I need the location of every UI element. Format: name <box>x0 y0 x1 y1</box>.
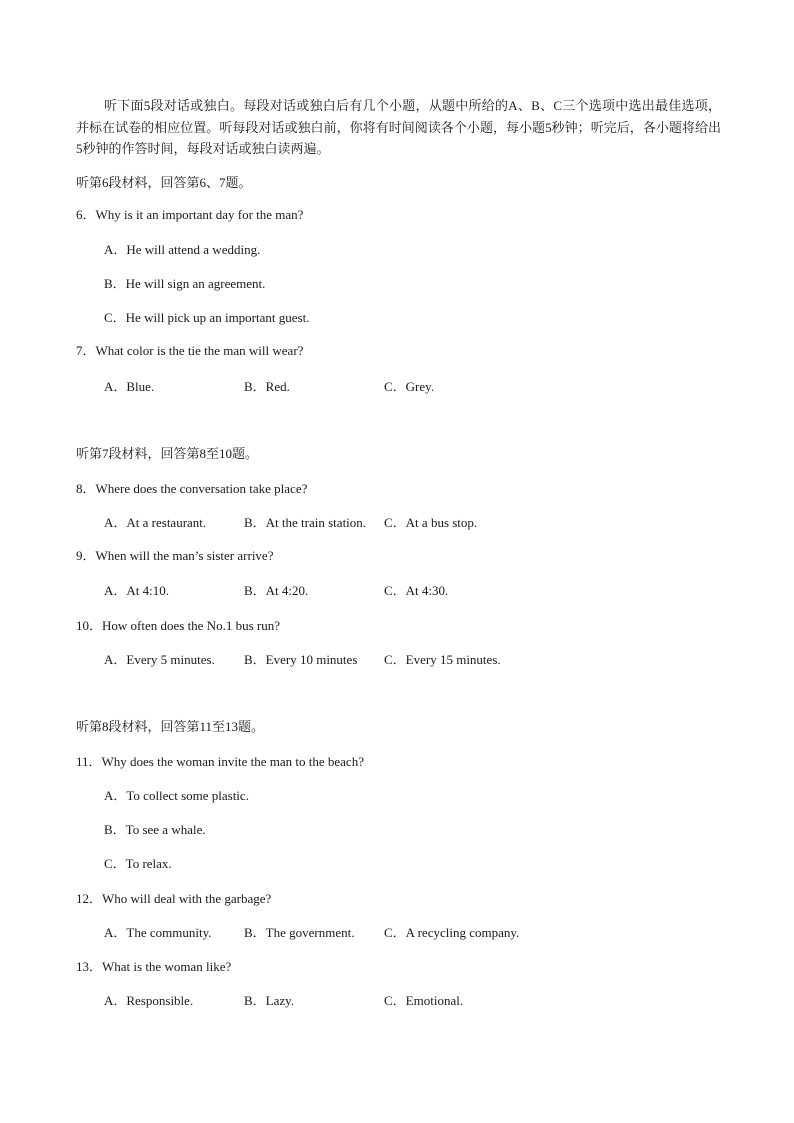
question-8-option-c: C．At a bus stop. <box>384 515 478 530</box>
question-10-option-b: B．Every 10 minutes <box>244 652 358 667</box>
question-7-stem: 7．What color is the tie the man will wear? <box>76 343 304 358</box>
question-8-option-b: B．At the train station. <box>244 515 367 530</box>
question-13-stem: 13．What is the woman like? <box>76 959 232 974</box>
question-7-option-c: C．Grey. <box>384 379 435 394</box>
question-6-option-b: B．He will sign an agreement. <box>104 276 266 291</box>
question-7-option-b: B．Red. <box>244 379 290 394</box>
question-8-option-a: A．At a restaurant. <box>104 515 207 530</box>
question-12-option-b: B．The government. <box>244 925 355 940</box>
question-12-option-c: C．A recycling company. <box>384 925 520 940</box>
question-9-option-b: B．At 4:20. <box>244 583 309 598</box>
question-6-stem: 6．Why is it an important day for the man? <box>76 207 304 222</box>
listening-instructions: 听下面5段对话或独白。每段对话或独白后有几个小题，从题中所给的A、B、C三个选项中选出最佳选项，并标在试卷的相应位置。听每段对话或独白前，你将有时间阅读各个小题，每小题5秒钟；听完后，各小题将给出5秒钟的作答时间，每段对话或独白读两遍。 <box>76 98 721 156</box>
question-11-option-a: A．To collect some plastic. <box>104 788 249 803</box>
section-header-6: 听第6段材料，回答第6、7题。 <box>76 175 252 190</box>
question-13-option-a: A．Responsible. <box>104 993 194 1008</box>
question-10-stem: 10．How often does the No.1 bus run? <box>76 618 280 633</box>
question-10-option-c: C．Every 15 minutes. <box>384 652 501 667</box>
question-11-option-c: C．To relax. <box>104 856 172 871</box>
question-9-stem: 9．When will the man’s sister arrive? <box>76 548 274 563</box>
question-13-option-c: C．Emotional. <box>384 993 464 1008</box>
question-6-option-a: A．He will attend a wedding. <box>104 242 261 257</box>
question-7-option-a: A．Blue. <box>104 379 155 394</box>
question-11-option-b: B．To see a whale. <box>104 822 206 837</box>
section-header-7: 听第7段材料，回答第8至10题。 <box>76 446 259 461</box>
question-6-option-c: C．He will pick up an important guest. <box>104 310 310 325</box>
question-13-option-b: B．Lazy. <box>244 993 295 1008</box>
section-header-8: 听第8段材料，回答第11至13题。 <box>76 719 265 734</box>
question-11-stem: 11．Why does the woman invite the man to the beach? <box>76 754 364 769</box>
question-10-option-a: A．Every 5 minutes. <box>104 652 215 667</box>
question-12-stem: 12．Who will deal with the garbage? <box>76 891 272 906</box>
question-9-option-a: A．At 4:10. <box>104 583 170 598</box>
question-12-option-a: A．The community. <box>104 925 212 940</box>
question-9-option-c: C．At 4:30. <box>384 583 449 598</box>
question-8-stem: 8．Where does the conversation take place? <box>76 481 308 496</box>
